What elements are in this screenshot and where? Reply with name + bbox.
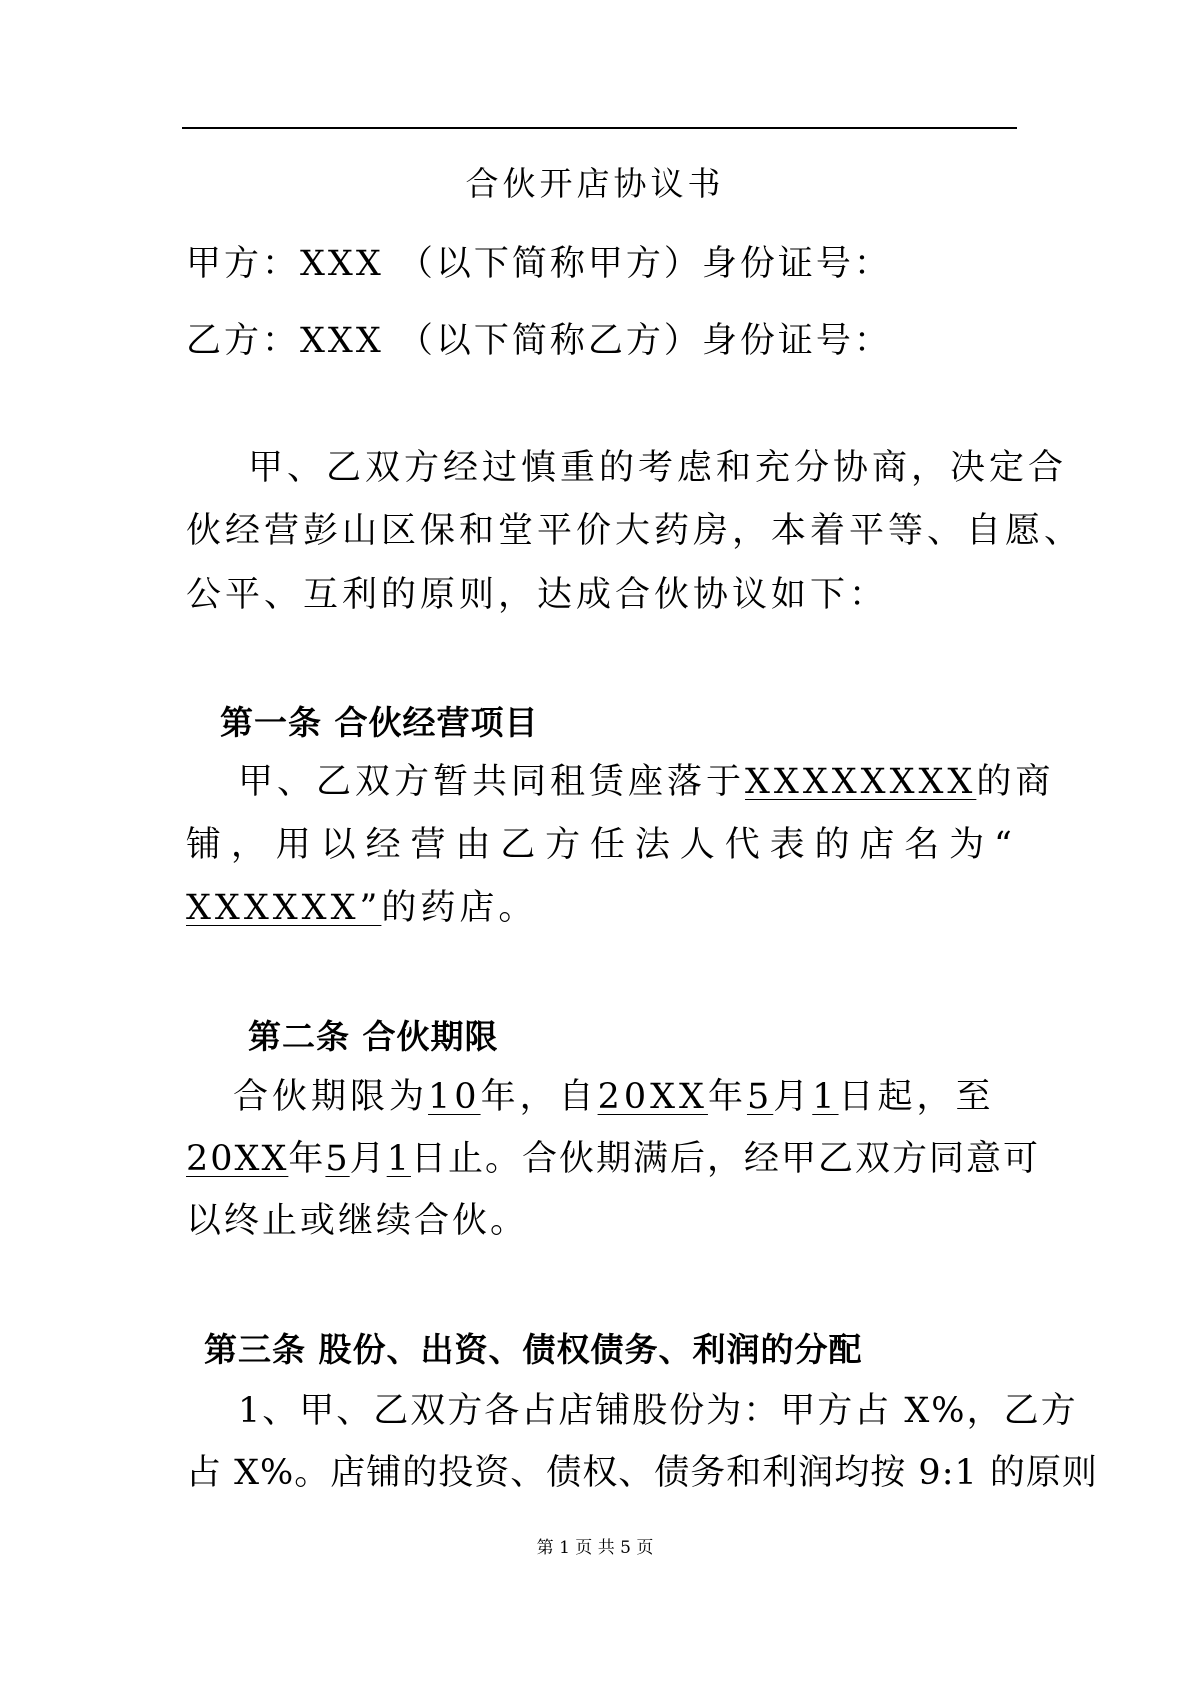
article-3-line-2: 占 X%。店铺的投资、债权、债务和利润均按 9:1 的原则 [186,1453,1098,1493]
article-2-heading: 第二条 合伙期限 [248,1017,499,1056]
article-1-line-2-char: ， [230,825,266,865]
art2-l1-p1: 合伙期限为 [233,1077,429,1117]
party-a-rest: （以下简称甲方）身份证号： [397,244,892,284]
party-b-label: 乙方： [186,321,301,361]
art2-l1-p3: 年 [707,1077,747,1117]
article-1-line-1-post: 的商 [976,762,1055,802]
party-a-line [186,244,892,284]
party-a-label: 甲方： [186,244,301,284]
art2-l2-p1: 年 [288,1139,326,1179]
article-1-line-2-char: 代 [724,825,760,865]
article-1-line-2-char: 用 [275,825,311,865]
article-1-line-2-char: 人 [679,825,715,865]
intro-line-2: 伙经营彭山区保和堂平价大药房，本着平等、自愿、 [186,511,1084,551]
art2-l1-p5: 日起，至 [838,1077,995,1117]
art2-end-month: 5 [325,1139,350,1179]
article-1-line-1-pre: 甲、乙双方暂共同租赁座落于 [238,762,746,802]
art2-end-day: 1 [386,1139,411,1179]
article-1-line-2-char: 的 [814,825,850,865]
article-2-line-3: 以终止或继续合伙。 [186,1201,529,1241]
article-1-heading: 第一条 合伙经营项目 [220,703,539,742]
document-title: 合伙开店协议书 [465,164,725,203]
article-1-address-blank: XXXXXXXX [745,762,977,802]
party-b-line [186,321,892,361]
intro-line-3: 公平、互利的原则，达成合伙协议如下： [186,575,889,615]
article-3-line-1: 1、甲、乙双方各占店铺股份为：甲方占 X%，乙方 [238,1391,1078,1431]
article-1-line-3-post: 的药店。 [381,888,538,928]
article-1-line-2-char: 任 [590,825,626,865]
header-rule [182,127,1017,129]
art2-l1-p2: 年，自 [480,1077,598,1117]
article-1-line-2-char: 为 [949,825,985,865]
page-footer: 第 1 页 共 5 页 [536,1538,654,1558]
article-1-line-2-char: 表 [769,825,805,865]
article-1-line-1 [238,762,1054,802]
party-b-name: XXX [300,321,384,361]
article-1-line-2-char: 以 [320,825,356,865]
party-a-name: XXX [300,244,384,284]
art2-term-years: 10 [428,1077,481,1117]
article-1-line-2-char: 营 [410,825,446,865]
article-1-line-3 [186,888,537,928]
art2-l2-p3: 日止。合伙期满后，经甲乙双方同意可 [410,1139,1040,1179]
article-1-line-2-char: 铺 [186,825,222,865]
article-3-heading: 第三条 股份、出资、债权债务、利润的分配 [204,1330,863,1369]
art2-l2-p2: 月 [349,1139,387,1179]
art2-start-year: 20XX [597,1077,708,1117]
article-1-line-2-char: 店 [859,825,895,865]
art2-start-month: 5 [746,1077,774,1117]
article-1-line-2-char: 方 [545,825,581,865]
art2-start-day: 1 [812,1077,839,1117]
art2-end-year: 20XX [186,1139,289,1179]
article-1-line-2-char: 经 [365,825,401,865]
intro-line-1: 甲、乙双方经过慎重的考虑和充分协商，决定合 [248,448,1068,488]
article-1-line-2 [186,825,1012,865]
article-1-line-2-char: “ [994,825,1012,865]
article-1-line-2-char: 法 [634,825,670,865]
article-1-line-2-char: 由 [455,825,491,865]
article-1-line-2-char: 名 [904,825,940,865]
article-1-shopname-blank: XXXXXX” [186,888,382,928]
art2-l1-p4: 月 [773,1077,813,1117]
article-1-line-2-char: 乙 [500,825,536,865]
article-2-line-2 [186,1139,1040,1179]
party-b-rest: （以下简称乙方）身份证号： [397,321,892,361]
article-2-line-1 [233,1077,995,1117]
